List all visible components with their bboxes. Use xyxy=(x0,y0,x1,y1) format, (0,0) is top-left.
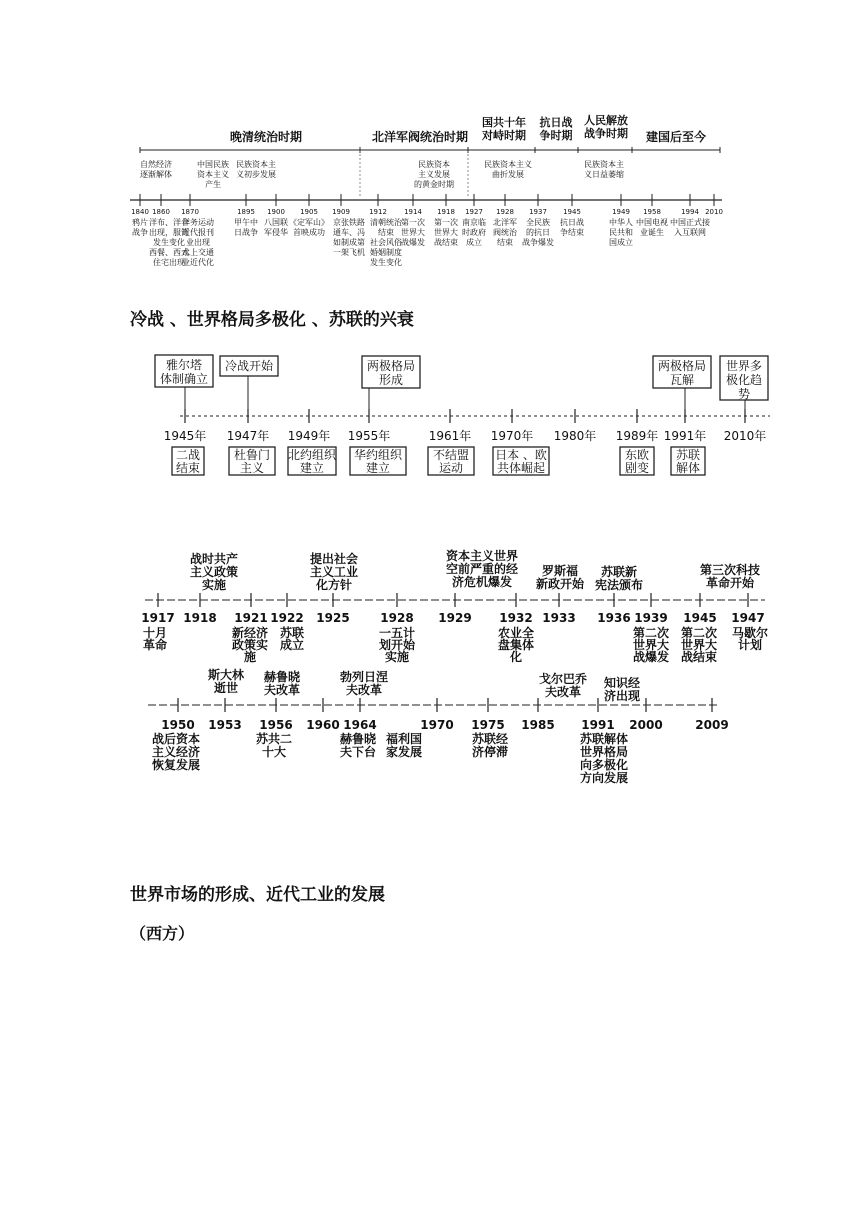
period-label: 国共十年 xyxy=(482,116,526,129)
year-label: 1918 xyxy=(437,208,455,216)
event-label: 结束 xyxy=(378,228,394,237)
event-label: 计划 xyxy=(737,638,763,652)
event-label: 苏联 xyxy=(279,626,305,640)
stage-description: 民族资本主 xyxy=(584,160,624,169)
event-box-label: 解体 xyxy=(675,461,701,475)
year-label: 1945 xyxy=(563,208,581,216)
event-label: 革命开始 xyxy=(705,576,755,590)
event-label: 业出现 xyxy=(186,238,210,247)
event-label: 实施 xyxy=(201,578,227,592)
event-label: 政策实 xyxy=(231,638,269,652)
event-label: 首映成功 xyxy=(293,228,325,237)
event-label: 日战争 xyxy=(234,228,258,237)
event-label: 第三次科技 xyxy=(699,563,761,577)
stage-description: 曲折发展 xyxy=(492,170,524,179)
event-label: 世界格局 xyxy=(579,745,629,759)
year-label: 1918 xyxy=(183,611,217,625)
event-label: 方向发展 xyxy=(579,771,629,785)
event-box-label: 苏联 xyxy=(675,448,701,462)
event-label: 世界大 xyxy=(680,638,718,652)
event-label: 恢复发展 xyxy=(151,758,201,772)
event-label: 结束 xyxy=(497,238,513,247)
event-box-label: 势 xyxy=(737,387,751,401)
year-label: 1936 xyxy=(597,611,631,625)
event-label: 战争 xyxy=(132,228,148,237)
event-box-label: 两极格局 xyxy=(366,359,416,373)
event-label: 洋务运动 xyxy=(182,218,214,227)
event-box-label: 主义 xyxy=(239,461,265,475)
event-label: 新经济 xyxy=(231,626,269,640)
event-box-label: 雅尔塔 xyxy=(165,358,203,372)
year-label: 1928 xyxy=(380,611,414,625)
event-box-label: 形成 xyxy=(378,373,404,387)
year-label: 1917 xyxy=(141,611,175,625)
event-label: 战结束 xyxy=(434,238,458,247)
event-label: 勃列日涅 xyxy=(339,670,389,684)
stage-description: 主义发展 xyxy=(418,170,450,179)
year-label: 1991 xyxy=(581,718,615,732)
event-box-label: 建立 xyxy=(365,461,391,475)
section-heading-cold-war: 冷战 、世界格局多极化 、苏联的兴衰 xyxy=(130,310,414,330)
event-label: 家发展 xyxy=(385,745,423,759)
event-label: 福利国 xyxy=(385,732,423,746)
event-label: 化方针 xyxy=(315,578,353,592)
year-label: 1975 xyxy=(471,718,505,732)
event-label: 八国联 xyxy=(264,218,288,227)
event-label: 国成立 xyxy=(609,238,633,247)
event-label: 济危机爆发 xyxy=(451,575,513,589)
year-label: 1937 xyxy=(529,208,547,216)
event-label: 战爆发 xyxy=(401,238,425,247)
event-label: 如制成第 xyxy=(333,238,365,247)
event-box-label: 建立 xyxy=(299,461,325,475)
subheading-west: （西方） xyxy=(130,924,195,943)
year-label: 2010年 xyxy=(723,429,767,443)
year-label: 1927 xyxy=(465,208,483,216)
year-label: 1960 xyxy=(306,718,340,732)
period-label: 抗日战 xyxy=(539,116,573,129)
event-label: 第二次 xyxy=(632,626,670,640)
event-label: 马歇尔 xyxy=(731,626,769,640)
event-label: 济出现 xyxy=(603,689,641,703)
event-label: 农业全 xyxy=(497,626,535,640)
event-label: 《定军山》 xyxy=(289,218,329,227)
event-label: 出现，服饰 xyxy=(149,228,189,237)
event-label: 济停滞 xyxy=(471,745,509,759)
event-label: 主义工业 xyxy=(309,565,359,579)
event-label: 业诞生 xyxy=(640,228,664,237)
period-label: 人民解放 xyxy=(584,114,628,127)
event-label: 化 xyxy=(509,650,523,664)
event-label: 成立 xyxy=(279,638,305,652)
event-label: 世界大 xyxy=(434,228,458,237)
event-label: 战后资本 xyxy=(151,732,201,746)
period-label: 建国后至今 xyxy=(645,130,707,144)
stage-description: 义初步发展 xyxy=(236,170,276,179)
event-label: 战时共产 xyxy=(189,552,239,566)
year-label: 1955年 xyxy=(347,429,391,443)
year-label: 1989年 xyxy=(615,429,659,443)
year-label: 1985 xyxy=(521,718,555,732)
event-label: 洋布、洋伞 xyxy=(149,218,189,227)
period-label: 战争时期 xyxy=(584,127,628,140)
event-label: 战爆发 xyxy=(632,650,670,664)
event-label: 鸦片 xyxy=(132,218,148,227)
event-label: 苏联新 xyxy=(600,565,638,579)
event-label: 发生变化 xyxy=(153,238,185,247)
year-label: 1933 xyxy=(542,611,576,625)
event-box-label: 运动 xyxy=(438,461,464,475)
event-label: 通车、冯 xyxy=(333,228,365,237)
stage-description: 资本主义 xyxy=(197,170,229,179)
event-label: 发生变化 xyxy=(370,258,402,267)
year-label: 1980年 xyxy=(553,429,597,443)
event-label: 苏联解体 xyxy=(579,732,629,746)
event-label: 向多极化 xyxy=(579,758,629,772)
event-label: 十大 xyxy=(261,745,287,759)
event-label: 主义经济 xyxy=(151,745,201,759)
event-label: 住宅出现 xyxy=(153,258,185,267)
event-label: 阀统治 xyxy=(493,228,517,237)
event-label: 民共和 xyxy=(609,228,633,237)
event-label: 战争爆发 xyxy=(522,238,554,247)
event-label: 水上交通 xyxy=(182,248,214,257)
event-label: 盘集体 xyxy=(497,638,535,652)
event-label: 宪法颁布 xyxy=(594,578,644,592)
year-label: 1905 xyxy=(300,208,318,216)
event-label: 南京临 xyxy=(462,218,486,227)
section-heading-world-market: 世界市场的形成、近代工业的发展 xyxy=(130,885,385,905)
event-label: 空前严重的经 xyxy=(445,562,519,576)
stage-description: 义日益萎缩 xyxy=(584,170,624,179)
event-label: 十月 xyxy=(142,626,168,640)
event-label: 中国电视 xyxy=(636,218,668,227)
event-box-label: 杜鲁门 xyxy=(233,448,271,462)
year-label: 1929 xyxy=(438,611,472,625)
event-box-label: 体制确立 xyxy=(159,372,209,386)
year-label: 1950 xyxy=(161,718,195,732)
event-box-label: 剧变 xyxy=(624,461,650,475)
event-label: 苏联经 xyxy=(471,732,509,746)
stage-description: 民族资本主义 xyxy=(484,160,532,169)
year-label: 1949年 xyxy=(287,429,331,443)
year-label: 1945 xyxy=(683,611,717,625)
year-label: 1949 xyxy=(612,208,630,216)
event-label: 知识经 xyxy=(603,676,641,690)
year-label: 1970 xyxy=(420,718,454,732)
stage-description: 产生 xyxy=(205,180,221,189)
event-label: 世界大 xyxy=(632,638,670,652)
event-label: 军侵华 xyxy=(264,228,288,237)
year-label: 1922 xyxy=(270,611,304,625)
year-label: 1870 xyxy=(181,208,199,216)
event-label: 斯大林 xyxy=(207,668,245,682)
stage-description: 民族资本主 xyxy=(236,160,276,169)
event-label: 近代报刊 xyxy=(182,228,214,237)
event-box-label: 北约组织 xyxy=(287,448,337,462)
stage-description: 民族资本 xyxy=(418,160,450,169)
event-label: 时政府 xyxy=(462,228,486,237)
period-label: 晚清统治时期 xyxy=(229,130,303,144)
event-label: 世界大 xyxy=(401,228,425,237)
event-label: 入互联网 xyxy=(674,228,706,237)
event-label: 甲午中 xyxy=(234,218,258,227)
event-label: 战结束 xyxy=(680,650,718,664)
year-label: 1953 xyxy=(208,718,242,732)
event-box-label: 极化趋 xyxy=(725,373,763,387)
event-label: 成立 xyxy=(466,238,482,247)
event-box-label: 东欧 xyxy=(624,448,650,462)
event-label: 施 xyxy=(243,650,257,664)
event-box-label: 不结盟 xyxy=(432,448,470,462)
event-box-label: 结束 xyxy=(175,461,201,475)
event-box-label: 两极格局 xyxy=(657,359,707,373)
year-label: 2000 xyxy=(629,718,663,732)
event-label: 夫改革 xyxy=(263,683,301,697)
event-label: 资本主义世界 xyxy=(445,549,519,563)
year-label: 2009 xyxy=(695,718,729,732)
year-label: 1947 xyxy=(731,611,765,625)
event-label: 抗日战 xyxy=(560,218,584,227)
event-box-label: 共体崛起 xyxy=(496,461,546,475)
stage-description: 自然经济 xyxy=(140,160,172,169)
year-label: 1945年 xyxy=(163,429,207,443)
year-label: 1932 xyxy=(499,611,533,625)
event-label: 中华人 xyxy=(609,218,633,227)
year-label: 2010 xyxy=(705,208,723,216)
period-label: 对峙时期 xyxy=(482,129,526,142)
year-label: 1958 xyxy=(643,208,661,216)
event-label: 主义政策 xyxy=(189,565,239,579)
event-box-label: 世界多 xyxy=(725,359,763,373)
event-label: 逝世 xyxy=(213,681,239,695)
year-label: 1970年 xyxy=(490,429,534,443)
year-label: 1928 xyxy=(496,208,514,216)
event-label: 第二次 xyxy=(680,626,718,640)
stage-description: 中国民族 xyxy=(197,160,229,169)
stage-description: 逐渐解体 xyxy=(140,170,172,179)
year-label: 1895 xyxy=(237,208,255,216)
event-label: 革命 xyxy=(142,638,168,652)
event-label: 争结束 xyxy=(560,228,584,237)
event-label: 新政开始 xyxy=(535,577,585,591)
event-label: 的抗日 xyxy=(526,228,550,237)
event-label: 社会风俗 xyxy=(370,238,402,247)
stage-description: 的黄金时期 xyxy=(414,180,454,189)
event-label: 全民族 xyxy=(526,218,550,227)
year-label: 1860 xyxy=(152,208,170,216)
event-label: 第一次 xyxy=(401,218,425,227)
event-box-label: 日本 、欧 xyxy=(495,448,547,462)
year-label: 1961年 xyxy=(428,429,472,443)
event-label: 一五计 xyxy=(378,626,416,640)
event-box-label: 二战 xyxy=(175,448,201,462)
event-label: 一架飞机 xyxy=(333,248,365,257)
event-label: 夫下台 xyxy=(339,745,377,759)
event-label: 清朝统治 xyxy=(370,218,402,227)
event-label: 京张铁路 xyxy=(333,218,365,227)
event-label: 业近代化 xyxy=(182,258,214,267)
period-label: 北洋军阀统治时期 xyxy=(371,130,469,144)
year-label: 1925 xyxy=(316,611,350,625)
event-label: 夫改革 xyxy=(544,685,582,699)
event-label: 西餐、西式 xyxy=(149,248,189,257)
year-label: 1947年 xyxy=(226,429,270,443)
event-label: 戈尔巴乔 xyxy=(538,672,588,686)
year-label: 1956 xyxy=(259,718,293,732)
year-label: 1914 xyxy=(404,208,422,216)
event-label: 赫鲁晓 xyxy=(263,670,301,684)
event-box-label: 华约组织 xyxy=(353,448,403,462)
year-label: 1939 xyxy=(634,611,668,625)
year-label: 1912 xyxy=(369,208,387,216)
event-label: 提出社会 xyxy=(309,552,359,566)
event-label: 赫鲁晓 xyxy=(339,732,377,746)
event-label: 中国正式接 xyxy=(670,218,710,227)
event-label: 实施 xyxy=(384,650,410,664)
event-label: 夫改革 xyxy=(345,683,383,697)
year-label: 1964 xyxy=(343,718,377,732)
year-label: 1909 xyxy=(332,208,350,216)
year-label: 1994 xyxy=(681,208,699,216)
event-label: 划开始 xyxy=(378,638,416,652)
year-label: 1921 xyxy=(234,611,268,625)
event-label: 罗斯福 xyxy=(541,564,579,578)
event-box-label: 瓦解 xyxy=(669,373,695,387)
event-label: 北洋军 xyxy=(493,218,517,227)
event-box-label: 冷战开始 xyxy=(224,359,274,373)
year-label: 1991年 xyxy=(663,429,707,443)
event-label: 苏共二 xyxy=(255,732,293,746)
year-label: 1840 xyxy=(131,208,149,216)
period-label: 争时期 xyxy=(539,129,573,142)
event-label: 第一次 xyxy=(434,218,458,227)
year-label: 1900 xyxy=(267,208,285,216)
event-label: 婚姻制度 xyxy=(370,248,402,257)
